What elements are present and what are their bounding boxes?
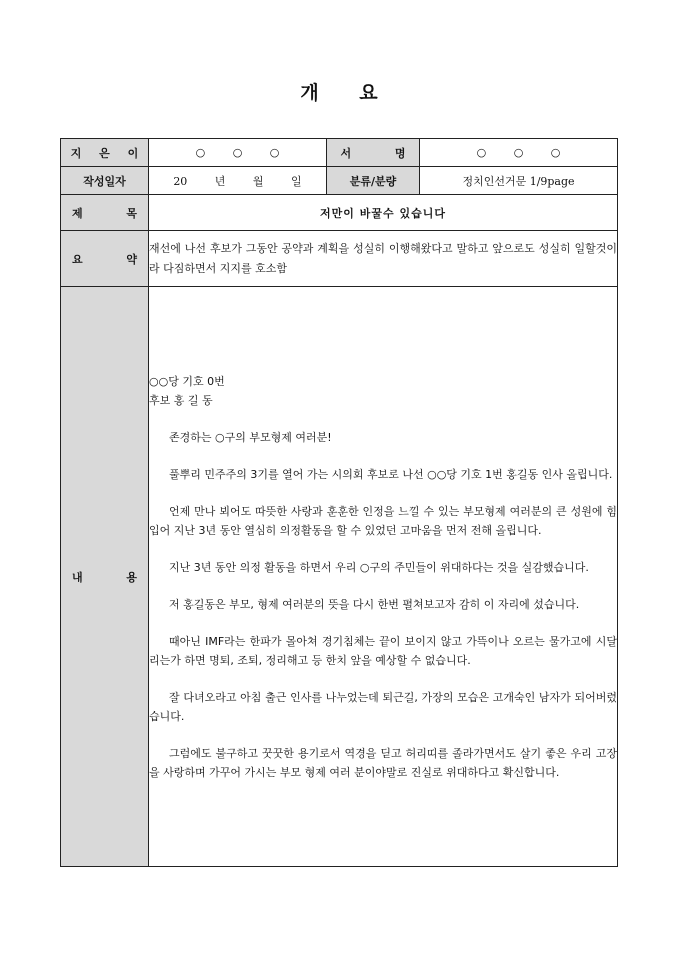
summary-row xyxy=(61,231,618,287)
author-row xyxy=(61,139,618,167)
party-line: ○○당 기호 0번 xyxy=(149,374,225,388)
category-value: 정치인선거문 1/9page xyxy=(420,167,618,195)
date-row xyxy=(61,167,618,195)
name-label: 서 명 xyxy=(327,139,420,167)
content-paragraph: 언제 만나 뵈어도 따뜻한 사랑과 훈훈한 인정을 느낄 수 있는 부모형제 여러분의 큰 성원에 힘입어 지난 3년 동안 열심히 의정활동을 할 수 있었던 고마움을 먼저 전해 올립니다. xyxy=(149,504,617,537)
subject-value: 저만이 바꿀수 있습니다 xyxy=(149,195,618,231)
summary-label: 요 약 xyxy=(61,231,149,287)
subject-label: 제 목 xyxy=(61,195,149,231)
summary-form-table xyxy=(60,138,618,867)
content-paragraph: 저 홍길동은 부모, 형제 여러분의 뜻을 다시 한번 펼쳐보고자 감히 이 자리에 섰습니다. xyxy=(169,597,580,611)
content-body xyxy=(149,287,618,867)
date-value: 20 년 월 일 xyxy=(149,167,327,195)
author-value: ○ ○ ○ xyxy=(149,139,327,167)
author-label: 지 은 이 xyxy=(61,139,149,167)
document-title: 개 요 xyxy=(300,82,380,104)
content-row xyxy=(61,287,618,867)
summary-value: 재선에 나선 후보가 그동안 공약과 계획을 성실히 이행해왔다고 말하고 앞으로도 성실히 일할것이라 다짐하면서 지지를 호소함 xyxy=(149,231,618,287)
date-label: 작성일자 xyxy=(61,167,149,195)
name-value: ○ ○ ○ xyxy=(420,139,618,167)
subject-row xyxy=(61,195,618,231)
content-paragraph: 그럼에도 불구하고 꿋꿋한 용기로서 역경을 딛고 허리띠를 졸라가면서도 살기 좋은 우리 고장을 사랑하며 가꾸어 가시는 부모 형제 여러 분이야말로 진실로 위대하다고 확신합니다. xyxy=(149,746,617,779)
content-paragraph: 때아닌 IMF라는 한파가 몰아쳐 경기침체는 끝이 보이지 않고 가뜩이나 오르는 물가고에 시달리는가 하면 명퇴, 조퇴, 정리해고 등 한치 앞을 예상할 수 없습니다. xyxy=(149,634,617,667)
content-paragraph: 지난 3년 동안 의정 활동을 하면서 우리 ○구의 주민들이 위대하다는 것을 실감했습니다. xyxy=(169,560,589,574)
candidate-line: 후보 홍 길 동 xyxy=(149,393,213,407)
category-label: 분류/분량 xyxy=(327,167,420,195)
content-paragraph: 잘 다녀오라고 아침 출근 인사를 나누었는데 퇴근길, 가장의 모습은 고개숙인 남자가 되어버렸습니다. xyxy=(149,690,617,723)
content-paragraph: 풀뿌리 민주주의 3기를 열어 가는 시의회 후보로 나선 ○○당 기호 1번 홍길동 인사 올립니다. xyxy=(169,467,613,481)
content-paragraph: 존경하는 ○구의 부모형제 여러분! xyxy=(169,430,332,444)
content-label: 내 용 xyxy=(61,287,149,867)
